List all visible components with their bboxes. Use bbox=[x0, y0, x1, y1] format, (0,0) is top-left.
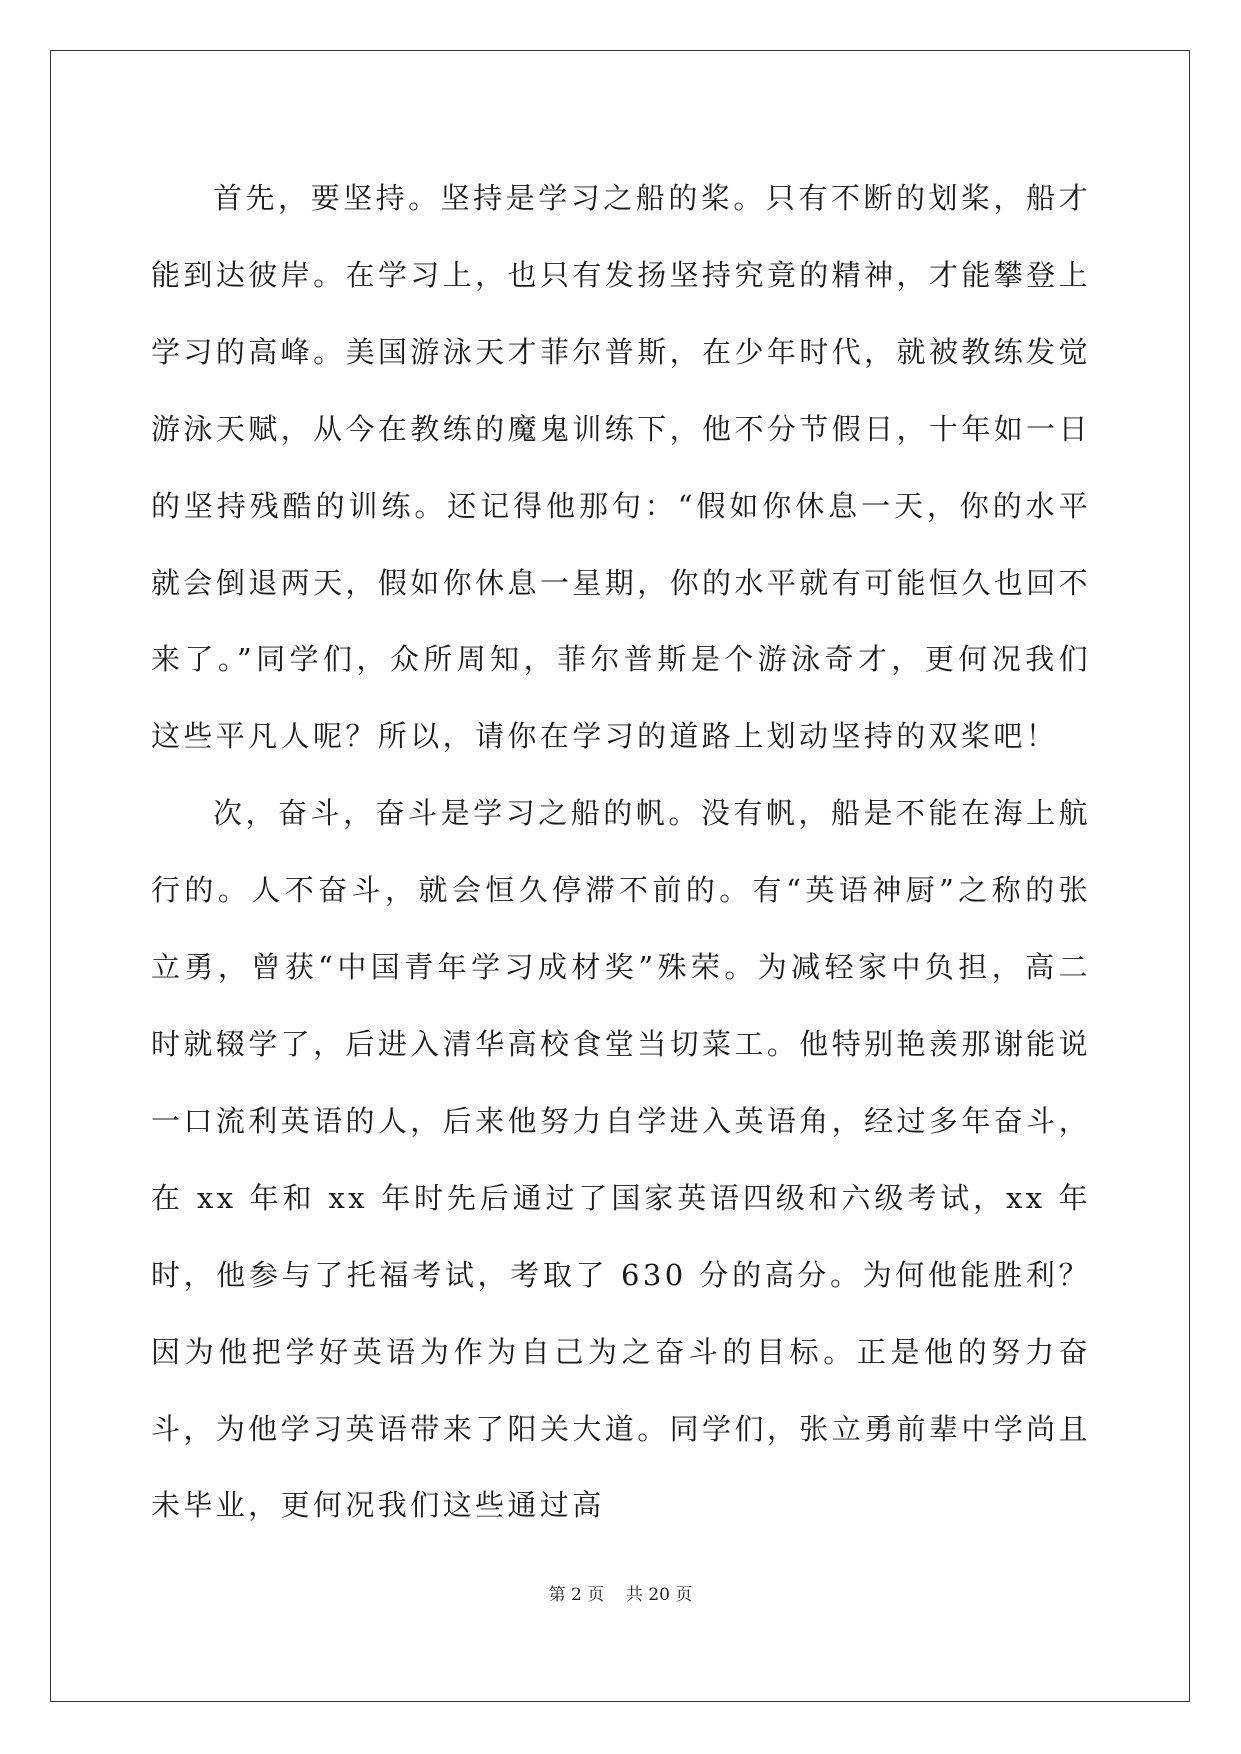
page-footer bbox=[0, 1580, 1241, 1605]
paragraph-persistence: 首先，要坚持。坚持是学习之船的桨。只有不断的划桨，船才能到达彼岸。在学习上，也只有发扬坚持究竟的精神，才能攀登上学习的高峰。美国游泳天才菲尔普斯，在少年时代，就被教练发觉游泳天赋，从今在教练的魔鬼训练下，他不分节假日，十年如一日的坚持残酷的训练。还记得他那句：“假如你休息一天，你的水平就会倒退两天，假如你休息一星期，你的水平就有可能恒久也回不来了。”同学们，众所周知，菲尔普斯是个游泳奇才，更何况我们这些平凡人呢？所以，请你在学习的道路上划动坚持的双桨吧！ bbox=[151, 181, 1091, 754]
document-body bbox=[151, 160, 1091, 1544]
page-number: 第 2 页 bbox=[548, 1585, 605, 1605]
paragraph-struggle: 次，奋斗，奋斗是学习之船的帆。没有帆，船是不能在海上航行的。人不奋斗，就会恒久停滞不前的。有“英语神厨”之称的张立勇，曾获“中国青年学习成材奖”殊荣。为减轻家中负担，高二时就辍学了，后进入清华高校食堂当切菜工。他特别艳羡那谢能说一口流利英语的人，后来他努力自学进入英语角，经过多年奋斗，在 xx 年和 xx 年时先后通过了国家英语四级和六级考试，xx 年时，他参与了托福考试，考取了 630 分的高分。为何他能胜利？因为他把学好英语为作为自己为之奋斗的目标。正是他的努力奋斗，为他学习英语带来了阳关大道。同学们，张立勇前辈中学尚且未毕业，更何况我们这些通过高 bbox=[151, 796, 1091, 1523]
page-total: 共 20 页 bbox=[625, 1585, 693, 1605]
